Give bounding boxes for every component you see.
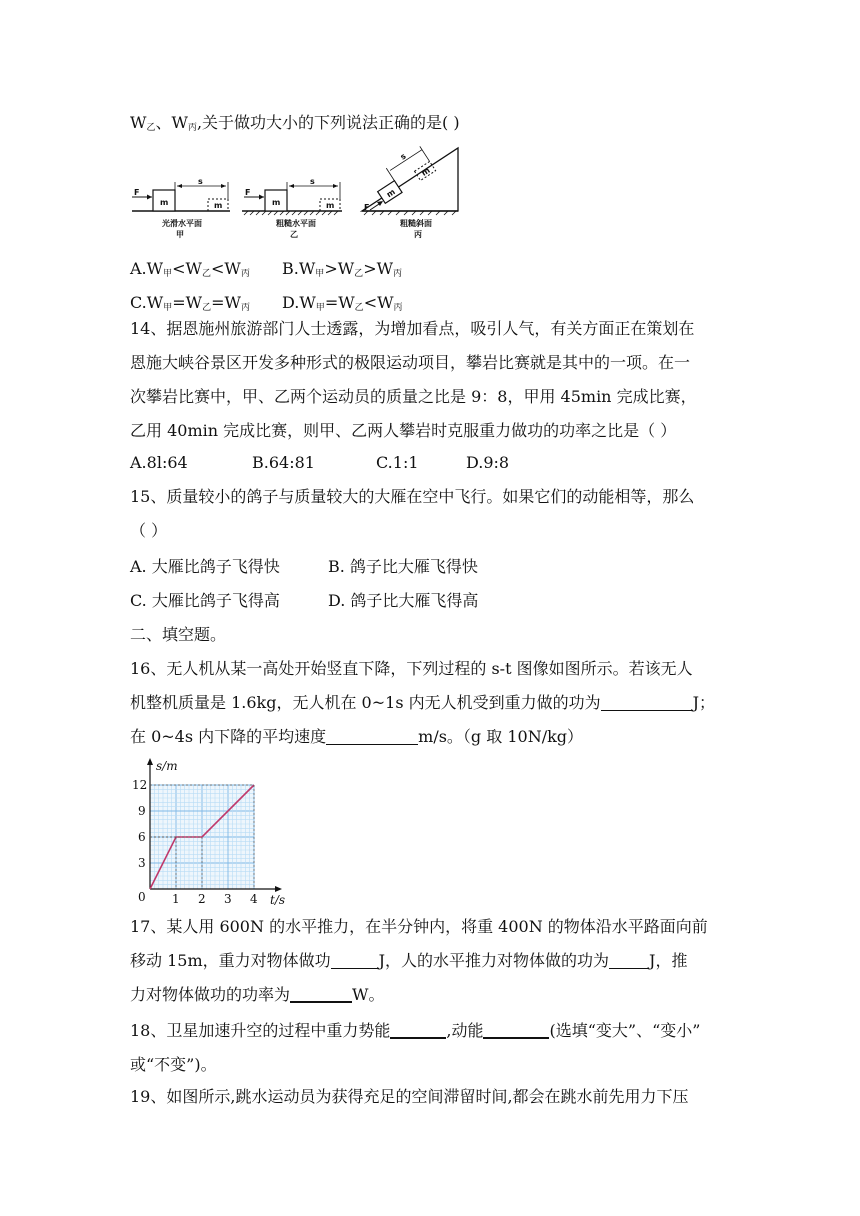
q16-line1: 16、无人机从某一高处开始竖直下降，下列过程的 s-t 图像如图所示。若该无人 [130, 659, 693, 678]
y-tick-label: 6 [138, 830, 146, 844]
y-tick-label: 3 [138, 856, 146, 870]
force-label: F [364, 203, 370, 212]
q13-stem-rest: ,关于做功大小的下列说法正确的是( ) [196, 113, 460, 132]
q13-stem-w: W [130, 113, 147, 132]
q15-options-row1 [130, 556, 478, 578]
answer-blank[interactable] [483, 1021, 549, 1039]
q13-option-a: $A.W_甲<W_乙<W_丙$ [130, 259, 250, 279]
q14-line2: 恩施大峡谷景区开发多种形式的极限运动项目，攀岩比赛就是其中的一项。在一 [130, 353, 691, 372]
q13-option-c: $C.W_甲=W_乙=W_丙$ [130, 293, 250, 313]
q15-option-a: A. 大雁比鸽子飞得快 [130, 557, 280, 576]
answer-blank[interactable] [390, 1021, 446, 1039]
q13-options-row2 [130, 292, 403, 319]
q14-line3: 次攀岩比赛中，甲、乙两个运动员的质量之比是 9：8，甲用 45min 完成比赛， [130, 387, 697, 406]
q13-stem-sep: 、W [155, 113, 188, 132]
y-tick-label: 9 [138, 804, 146, 818]
x-axis-label: t/s [270, 893, 286, 907]
q16-line3-text: 在 0~4s 内下降的平均速度 [130, 727, 327, 746]
y-axis-label: s/m [156, 759, 178, 773]
x-tick-label: 3 [224, 892, 232, 906]
q16-line2 [130, 692, 715, 714]
mass-label: m [384, 187, 397, 200]
origin-label: 0 [138, 890, 146, 904]
figure-yi [242, 177, 342, 239]
distance-label: s [198, 177, 203, 186]
q18-line1 [130, 1020, 700, 1042]
q15-line2: （ ） [130, 521, 168, 540]
q17-line3-unit: W。 [352, 985, 385, 1004]
x-tick-label: 1 [172, 892, 180, 906]
mass-label: m [419, 165, 432, 178]
force-label: F [134, 188, 140, 197]
answer-blank[interactable] [326, 728, 418, 745]
section-heading: 二、填空题。 [130, 625, 227, 644]
q17-line1: 17、某人用 600N 的水平推力，在半分钟内，将重 400N 的物体沿水平路面向前 [130, 917, 708, 936]
distance-label: s [310, 177, 315, 186]
q14-line4: 乙用 40min 完成比赛，则甲、乙两人攀岩时克服重力做功的功率之比是（ ） [130, 421, 677, 440]
q13-option-d: $D.W_甲=W_乙<W_丙$ [282, 293, 403, 313]
q15-option-b: B. 鸽子比大雁飞得快 [328, 557, 478, 576]
figure-bing-name: 丙 [414, 230, 422, 239]
q13-stem-sub: 丙 [187, 123, 197, 133]
q16-line3-unit: m/s。（g 取 10N/kg） [418, 727, 584, 746]
y-tick-label: 12 [132, 778, 148, 792]
q14-option-a: A.8l:64 [130, 453, 188, 472]
answer-blank[interactable] [609, 952, 649, 969]
q16-line2-unit: J； [692, 693, 716, 712]
q15-option-c: C. 大雁比鸽子飞得高 [130, 591, 280, 610]
q14-option-d: D.9:8 [466, 453, 510, 472]
q18-line2: 或“不变”)。 [130, 1055, 217, 1074]
q14-option-b: B.64:81 [252, 453, 315, 472]
q17-line2 [130, 950, 687, 972]
answer-blank[interactable] [290, 985, 352, 1003]
figure-jia-name: 甲 [176, 230, 184, 239]
distance-label: s [398, 151, 408, 162]
q13-options-row1 [130, 258, 403, 285]
q16-line2-text: 机整机质量是 1.6kg，无人机在 0~1s 内无人机受到重力做的功为 [130, 693, 601, 712]
figure-bing [362, 144, 458, 239]
figure-jia [132, 177, 230, 239]
q13-figure [130, 144, 470, 244]
q18-line1-text3: (选填“变大”、“变小” [549, 1021, 701, 1040]
q18-line1-text: 18、卫星加速升空的过程中重力势能 [130, 1021, 391, 1040]
force-label: F [245, 188, 251, 197]
figure-jia-caption: 光滑水平面 [162, 219, 202, 228]
q15-line1: 15、质量较小的鸽子与质量较大的大雁在空中飞行。如果它们的动能相等，那么 [130, 487, 695, 506]
x-tick-label: 2 [198, 892, 206, 906]
mass-label: m [326, 201, 335, 210]
answer-blank[interactable] [601, 694, 693, 711]
figure-bing-caption: 粗糙斜面 [400, 219, 432, 228]
st-chart [126, 758, 296, 908]
q15-option-d: D. 鸽子比大雁飞得高 [328, 591, 479, 610]
q15-options-row2 [130, 590, 479, 612]
mass-label: m [272, 198, 281, 207]
mass-label: m [160, 198, 169, 207]
q17-line3-text: 力对物体做功的功率为 [130, 985, 291, 1004]
q13-stem [130, 112, 460, 139]
q17-line2-text: 移动 15m，重力对物体做功 [130, 951, 331, 970]
q17-line2-text3: J，推 [649, 951, 688, 970]
q17-line2-text2: J，人的水平推力对物体做的功为 [378, 951, 610, 970]
mass-label: m [214, 201, 223, 210]
q16-line3 [130, 726, 583, 748]
q14-line1: 14、据恩施州旅游部门人士透露，为增加看点，吸引人气，有关方面正在策划在 [130, 319, 695, 338]
q19-line1: 19、如图所示,跳水运动员为获得充足的空间滞留时间,都会在跳水前先用力下压 [130, 1087, 689, 1106]
figure-yi-name: 乙 [290, 230, 298, 239]
x-tick-label: 4 [250, 892, 258, 906]
q17-line3 [130, 984, 384, 1006]
q14-option-c: C.1:1 [376, 453, 419, 472]
answer-blank[interactable] [331, 952, 379, 969]
q13-option-b: $B.W_甲>W_乙>W_丙$ [282, 259, 403, 279]
q14-options [130, 452, 510, 474]
q13-stem-sub: 乙 [146, 123, 156, 133]
q18-line1-text2: ,动能 [446, 1021, 484, 1040]
figure-yi-caption: 粗糙水平面 [276, 219, 316, 228]
